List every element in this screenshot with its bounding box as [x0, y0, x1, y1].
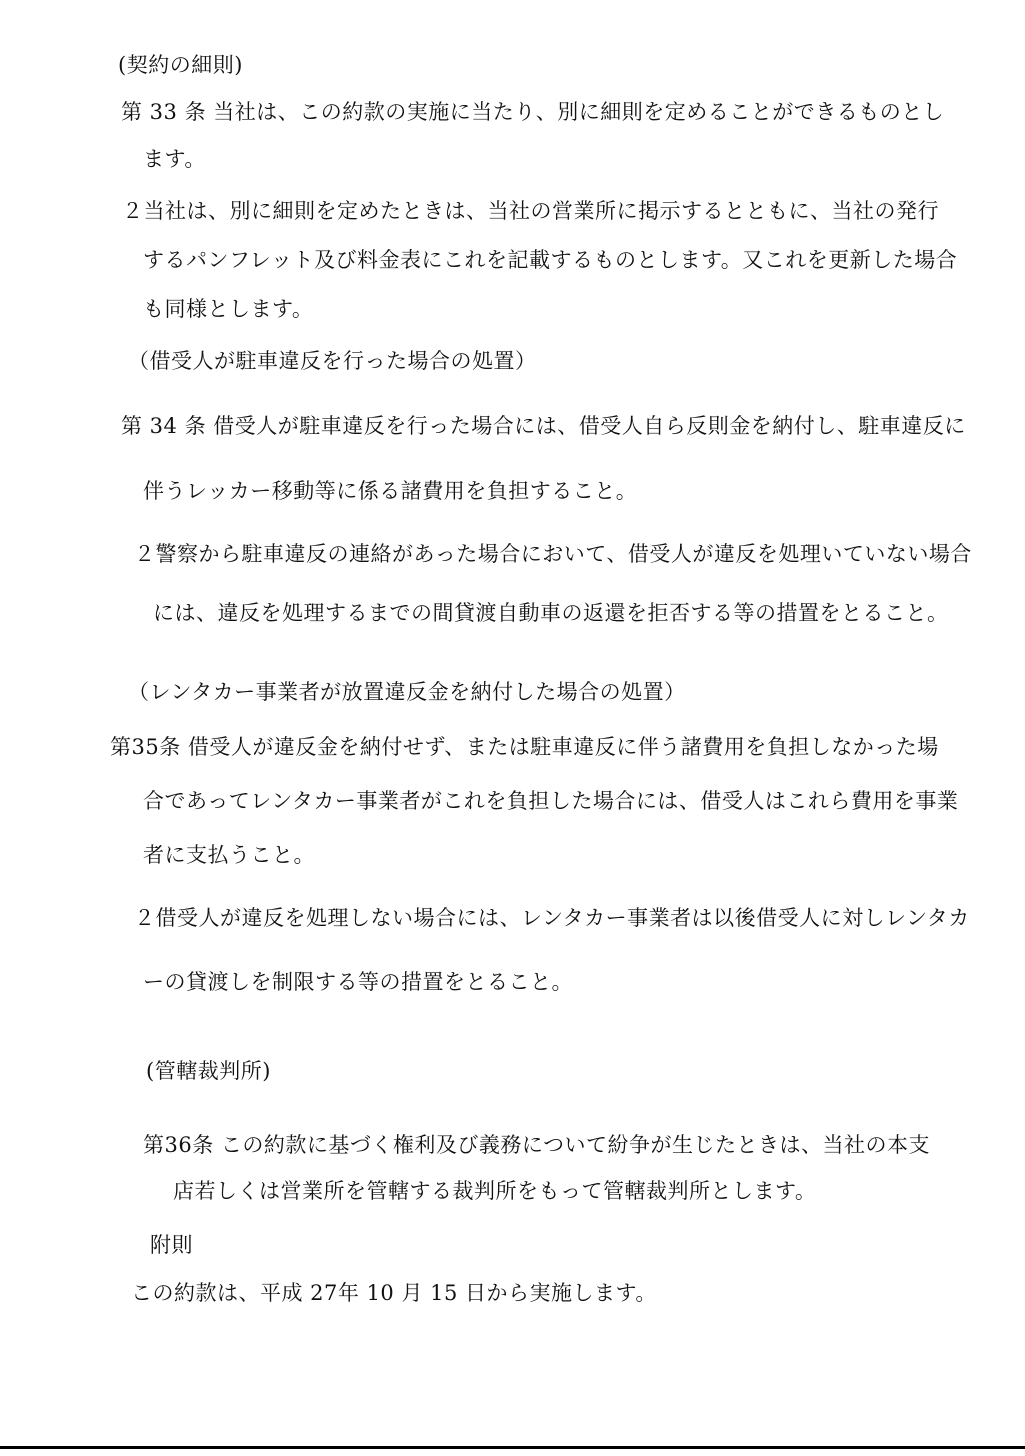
supplementary-heading: 附則 — [150, 1233, 193, 1257]
supplementary-text: この約款は、平成 27年 10 月 15 日から実施します。 — [131, 1281, 657, 1305]
article-33-para2-line2: するパンフレット及び料金表にこれを記載するものとします。又これを更新した場合 — [143, 248, 958, 272]
article-33-para1-line2: ます。 — [143, 147, 206, 171]
article-33-para1-line1: 第 33 条 当社は、この約款の実施に当たり、別に細則を定めることができるものとし — [121, 100, 945, 124]
article-35-para1-line1: 第35条 借受人が違反金を納付せず、または駐車違反に伴う諸費用を負担しなかった場 — [110, 735, 939, 759]
article-33-para2-line1: ２当社は、別に細則を定めたときは、当社の営業所に掲示するとともに、当社の発行 — [122, 199, 939, 223]
article-34-heading: （借受人が駐車違反を行った場合の処置） — [128, 349, 537, 373]
article-35-para1-line3: 者に支払うこと。 — [143, 843, 315, 867]
article-35-para2-line2: ーの貸渡しを制限する等の措置をとること。 — [143, 970, 573, 994]
article-34-para1-line1: 第 34 条 借受人が駐車違反を行った場合には、借受人自ら反則金を納付し、駐車違反に — [121, 414, 966, 438]
article-35-heading: （レンタカー事業者が放置違反金を納付した場合の処置） — [128, 680, 686, 704]
article-36-heading: (管轄裁判所) — [146, 1059, 271, 1083]
article-34-para1-line2: 伴うレッカー移動等に係る諸費用を負担すること。 — [143, 479, 638, 503]
article-33-para2-line3: も同様とします。 — [143, 297, 314, 321]
article-35-para1-line2: 合であってレンタカー事業者がこれを負担した場合には、借受人はこれら費用を事業 — [143, 789, 959, 813]
article-34-para2-line2: には、違反を処理するまでの間貸渡自動車の返還を拒否する等の措置をとること。 — [153, 601, 949, 625]
article-34-para2-line1: ２警察から駐車違反の連絡があった場合において、借受人が違反を処理いていない場合 — [134, 542, 972, 566]
article-36-para1-line2: 店若しくは営業所を管轄する裁判所をもって管轄裁判所とします。 — [173, 1179, 817, 1203]
page-bottom-border — [0, 1446, 1025, 1449]
article-33-heading: (契約の細則) — [118, 53, 243, 77]
article-35-para2-line1: ２借受人が違反を処理しない場合には、レンタカー事業者は以後借受人に対しレンタカ — [134, 906, 970, 930]
article-36-para1-line1: 第36条 この約款に基づく権利及び義務について紛争が生じたときは、当社の本支 — [143, 1133, 930, 1157]
